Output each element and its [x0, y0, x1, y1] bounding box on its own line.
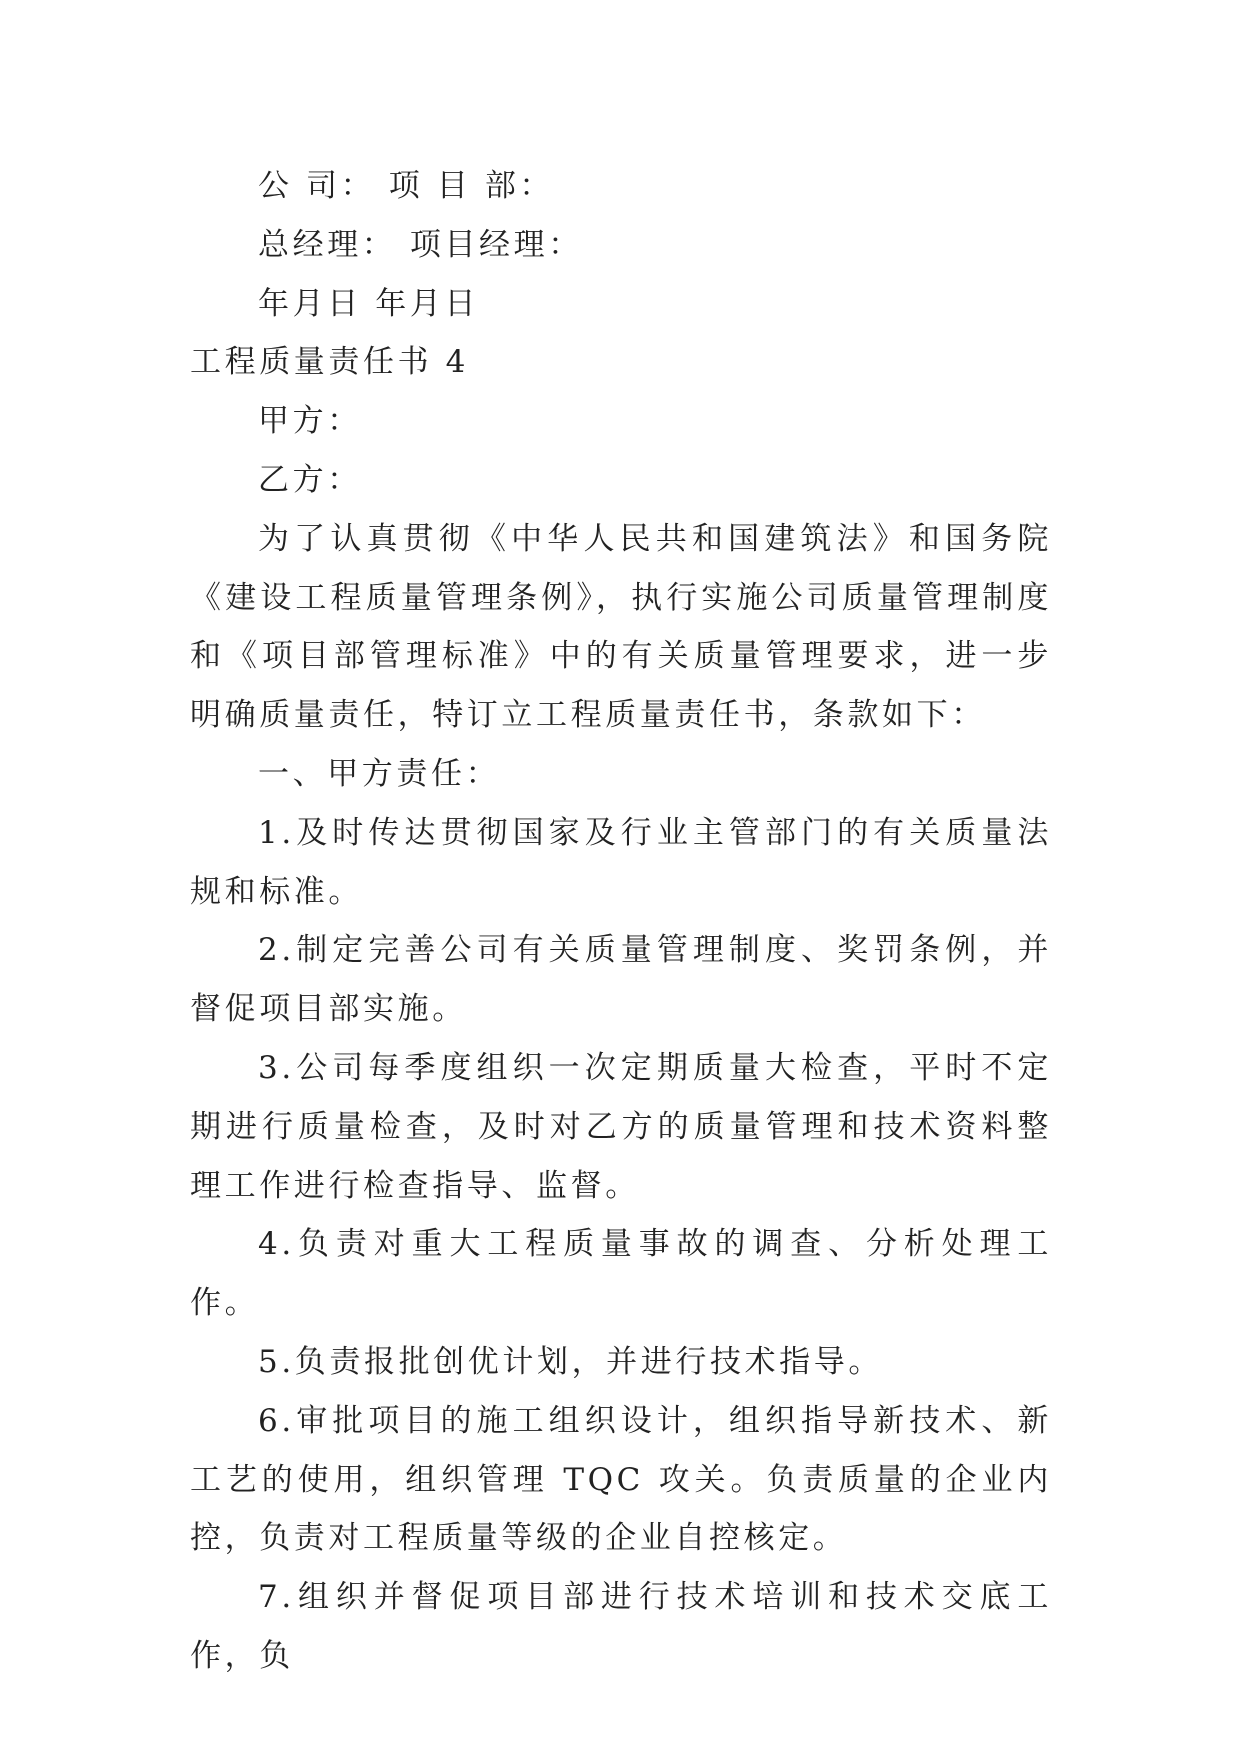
clause-6: 6.审批项目的施工组织设计，组织指导新技术、新工艺的使用，组织管理 TQC 攻关。负责质量的企业内控，负责对工程质量等级的企业自控核定。	[190, 1402, 1052, 1557]
party-a-duties-heading: 一、甲方责任：	[258, 755, 501, 792]
document-body	[190, 157, 1052, 1686]
clause-2: 2.制定完善公司有关质量管理制度、奖罚条例，并督促项目部实施。	[190, 932, 1052, 1028]
clause-3: 3.公司每季度组织一次定期质量大检查，平时不定期进行质量检查，及时对乙方的质量管理和技术资料整理工作进行检查指导、监督。	[190, 1049, 1052, 1204]
date-line: 年月日 年月日	[258, 285, 480, 322]
clause-1: 1.及时传达贯彻国家及行业主管部门的有关质量法规和标准。	[190, 814, 1052, 910]
company-line: 公 司： 项 目 部：	[258, 168, 555, 204]
manager-line: 总经理： 项目经理：	[258, 226, 583, 263]
clause-4: 4.负责对重大工程质量事故的调查、分析处理工作。	[190, 1226, 1052, 1322]
intro-paragraph: 为了认真贯彻《中华人民共和国建筑法》和国务院《建设工程质量管理条例》，执行实施公司质量管理制度和《项目部管理标准》中的有关质量管理要求，进一步明确质量责任，特订立工程质量责任书，条款如下：	[190, 520, 1052, 734]
section-title: 工程质量责任书 4	[190, 344, 469, 381]
party-b-line: 乙方：	[258, 461, 362, 498]
clause-5: 5.负责报批创优计划，并进行技术指导。	[258, 1343, 883, 1380]
clause-7: 7.组织并督促项目部进行技术培训和技术交底工作，负	[190, 1579, 1052, 1674]
party-a-line: 甲方：	[258, 403, 362, 440]
